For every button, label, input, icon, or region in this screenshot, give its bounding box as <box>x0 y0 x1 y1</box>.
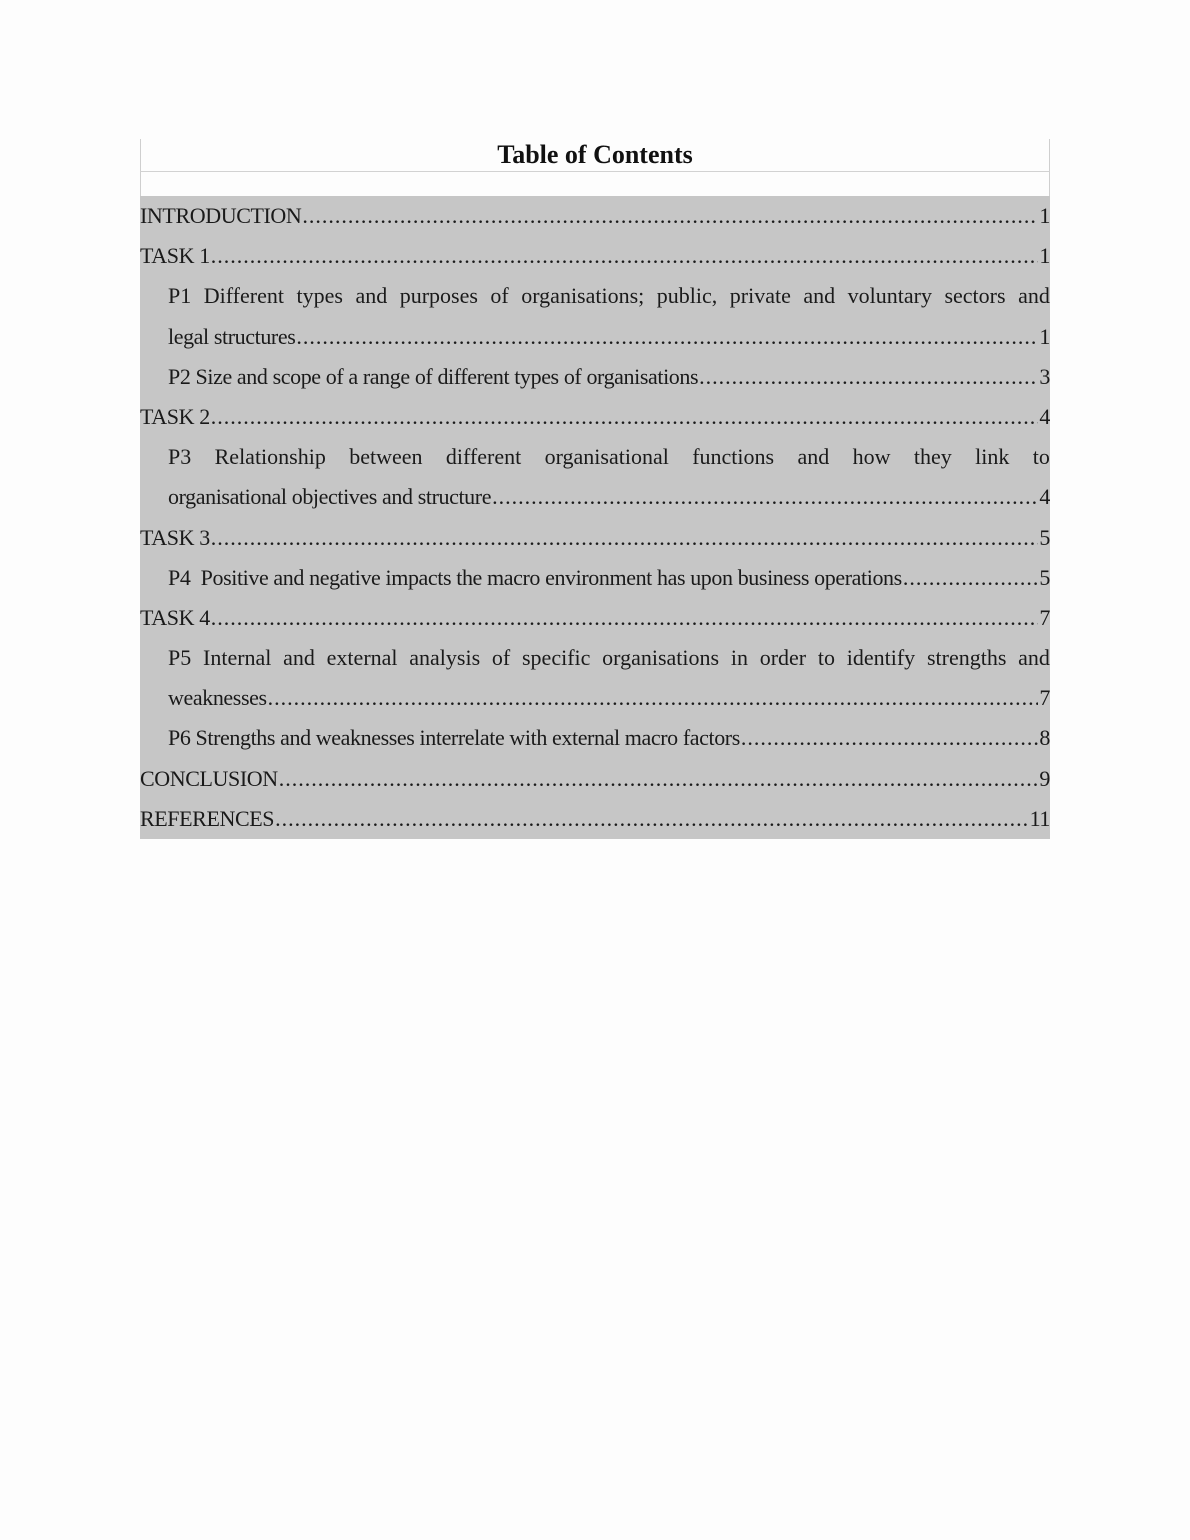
toc-word: specific <box>522 645 591 671</box>
toc-word: identify <box>846 645 916 671</box>
toc-word: they <box>913 444 952 470</box>
toc-entry-p3[interactable] <box>140 437 1050 517</box>
toc-entry-page: 1 <box>1039 203 1050 228</box>
toc-word: P5 <box>168 645 192 671</box>
toc-word: how <box>852 444 891 470</box>
dot-leader <box>741 718 1039 758</box>
dot-leader <box>492 477 1038 517</box>
toc-spacer <box>140 172 1050 196</box>
toc-word: and <box>803 283 836 309</box>
toc-entry-page: 7 <box>1039 685 1050 711</box>
toc-entry-task-2[interactable] <box>140 397 1050 437</box>
toc-entry-references[interactable] <box>140 799 1050 839</box>
toc-word: analysis <box>409 645 481 671</box>
toc-entry-page: 1 <box>1039 323 1050 349</box>
toc-entry-label: TASK 4 <box>140 604 210 630</box>
toc-word: Different <box>203 283 284 309</box>
toc-word: to <box>817 645 835 671</box>
toc-word: and <box>1018 645 1050 671</box>
toc-entry-label: REFERENCES <box>140 805 275 831</box>
toc-entry-task-4[interactable] <box>140 598 1050 638</box>
toc-entry-page: 4 <box>1039 403 1050 429</box>
toc-word: external <box>326 645 398 671</box>
toc-word: and <box>1018 283 1050 309</box>
toc-entry-page: 5 <box>1039 564 1050 590</box>
toc-entry-page: 8 <box>1039 725 1050 751</box>
toc-entry-label: P4 Positive and negative impacts the macro environment has upon business operations <box>168 564 902 590</box>
toc-word: public, <box>656 283 718 309</box>
toc-word: in <box>730 645 748 671</box>
toc-entry-conclusion[interactable] <box>140 759 1050 799</box>
dot-leader <box>275 799 1028 839</box>
toc-entry-page: 11 <box>1029 805 1050 831</box>
toc-entry-label-line1 <box>140 638 1050 678</box>
toc-word: organisations; <box>521 283 645 309</box>
toc-word: Relationship <box>214 444 326 470</box>
dot-leader <box>268 678 1039 718</box>
toc-entry-page: 5 <box>1039 524 1050 550</box>
toc-word: private <box>729 283 791 309</box>
toc-entry-label-line2: organisational objectives and structure <box>168 484 492 510</box>
toc-word: link <box>975 444 1010 470</box>
toc-word: to <box>1032 444 1050 470</box>
toc-entry-introduction[interactable] <box>140 196 1050 236</box>
toc-word: strengths <box>926 645 1007 671</box>
toc-word: between <box>349 444 423 470</box>
toc-entry-page: 3 <box>1039 363 1050 389</box>
dot-leader <box>211 598 1039 638</box>
toc-entry-label: CONCLUSION <box>140 765 278 791</box>
toc-entry-label: TASK 2 <box>140 403 210 429</box>
toc-word: and <box>797 444 830 470</box>
toc-word: types <box>296 283 343 309</box>
toc-entry-p1[interactable] <box>140 276 1050 356</box>
toc-word: organisations <box>602 645 720 671</box>
toc-entry-p6[interactable] <box>140 718 1050 758</box>
toc-word: P1 <box>168 283 192 309</box>
dot-leader <box>302 196 1038 236</box>
toc-entry-task-3[interactable] <box>140 518 1050 558</box>
toc-entry-label: TASK 1 <box>140 243 210 269</box>
toc-word: and <box>283 645 315 671</box>
toc-entry-page: 4 <box>1039 484 1050 510</box>
dot-leader <box>211 518 1039 558</box>
toc-title: Table of Contents <box>140 139 1050 172</box>
toc-word: of <box>490 283 509 309</box>
toc-word: sectors <box>944 283 1006 309</box>
toc-word: functions <box>692 444 775 470</box>
toc-entry-label: INTRODUCTION <box>140 203 302 228</box>
toc-word: and <box>355 283 388 309</box>
toc-entries <box>140 196 1050 839</box>
toc-entry-label: P2 Size and scope of a range of different types of organisations <box>168 363 699 389</box>
toc-word: order <box>759 645 807 671</box>
table-of-contents <box>140 139 1050 839</box>
toc-entry-label: TASK 3 <box>140 524 210 550</box>
toc-word: of <box>491 645 511 671</box>
toc-entry-label-line2: weaknesses <box>168 685 267 711</box>
toc-word: Internal <box>203 645 272 671</box>
toc-entry-label-line1 <box>140 276 1050 316</box>
dot-leader <box>211 236 1039 276</box>
toc-entry-label-line1 <box>140 437 1050 477</box>
toc-entry-p4[interactable] <box>140 558 1050 598</box>
toc-word: organisational <box>544 444 669 470</box>
toc-word: different <box>445 444 522 470</box>
toc-entry-label: P6 Strengths and weaknesses interrelate with external macro factors <box>168 725 740 751</box>
toc-word: P3 <box>168 444 192 470</box>
toc-entry-p2[interactable] <box>140 357 1050 397</box>
toc-entry-label-line2: legal structures <box>168 323 296 349</box>
dot-leader <box>279 759 1039 799</box>
toc-entry-page: 9 <box>1039 765 1050 791</box>
dot-leader <box>699 357 1038 397</box>
dot-leader <box>296 317 1038 357</box>
dot-leader <box>903 558 1039 598</box>
toc-word: voluntary <box>847 283 932 309</box>
toc-entry-page: 1 <box>1039 243 1050 269</box>
toc-entry-p5[interactable] <box>140 638 1050 718</box>
dot-leader <box>211 397 1039 437</box>
toc-entry-page: 7 <box>1039 604 1050 630</box>
toc-entry-task-1[interactable] <box>140 236 1050 276</box>
toc-word: purposes <box>399 283 478 309</box>
